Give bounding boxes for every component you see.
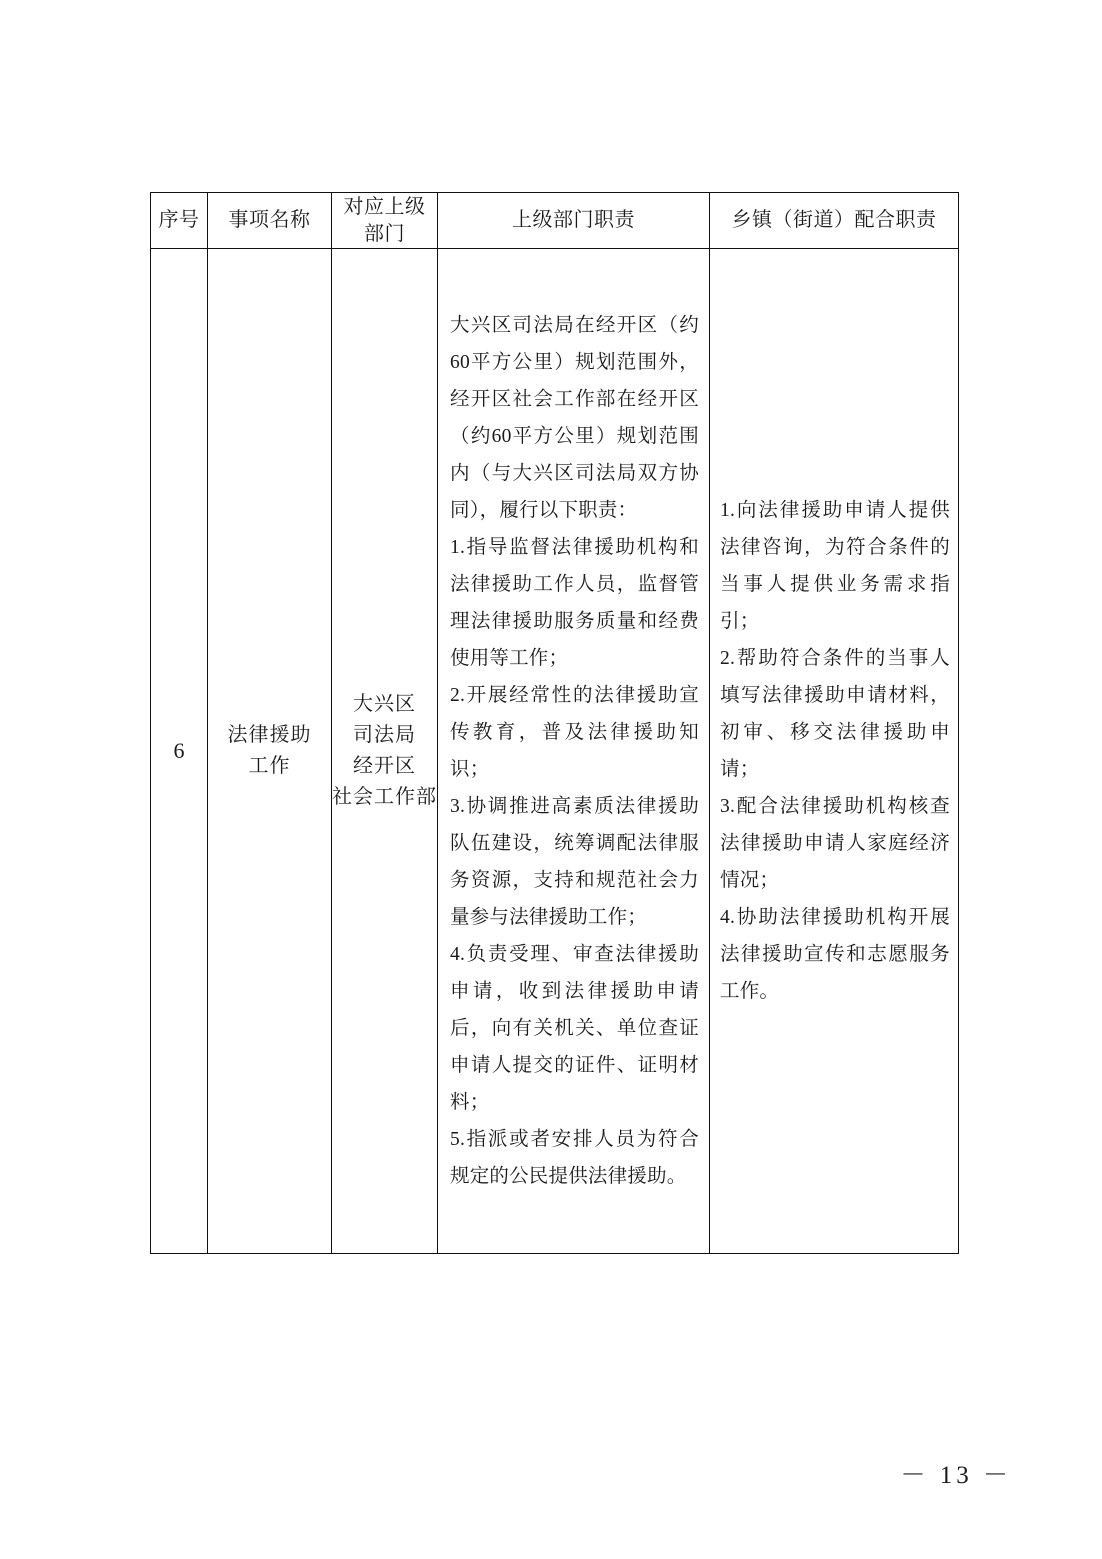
paragraph-line: 2.开展经常性的法律援助宣传教育，普及法律援助知识； xyxy=(450,685,699,780)
column-header-item-name: 事项名称 xyxy=(208,193,332,249)
cell-sequence-number: 6 xyxy=(151,249,208,1254)
column-header-upper-department-line1: 对应上级 xyxy=(343,195,426,218)
paragraph-line: 2.帮助符合条件的当事人填写法律援助申请材料，初审、移交法律援助申请； xyxy=(720,648,950,780)
column-header-upper-department-line2: 部门 xyxy=(364,222,405,245)
paragraph-line: 3.配合法律援助机构核查法律援助申请人家庭经济情况； xyxy=(720,796,950,891)
paragraph-line: 3.协调推进高素质法律援助队伍建设，统筹调配法律服务资源，支持和规范社会力量参与法律援助工作； xyxy=(450,796,699,928)
table-body xyxy=(151,249,959,1254)
upper-department-lines xyxy=(332,689,437,813)
cell-upper-department xyxy=(332,249,438,1254)
cell-town-duty xyxy=(710,249,959,1254)
paragraph-line: 1.指导监督法律援助机构和法律援助工作人员，监督管理法律援助服务质量和经费使用等工作； xyxy=(450,537,699,669)
town-duty-text xyxy=(710,492,958,1010)
cell-item-name xyxy=(208,249,332,1254)
table-header-row xyxy=(151,193,959,249)
table-header xyxy=(151,193,959,249)
column-header-upper-department xyxy=(332,193,438,249)
cell-upper-duty xyxy=(438,249,710,1254)
upper-department-line: 经开区 xyxy=(353,755,416,777)
responsibility-table xyxy=(150,192,959,1254)
paragraph-line: 4.协助法律援助机构开展法律援助宣传和志愿服务工作。 xyxy=(720,907,950,1002)
upper-department-line: 大兴区 xyxy=(353,693,416,715)
paragraph-line: 大兴区司法局在经开区（约60平方公里）规划范围外，经开区社会工作部在经开区（约60平方公里）规划范围内（与大兴区司法局双方协同），履行以下职责： xyxy=(450,315,699,521)
paragraph-line: 5.指派或者安排人员为符合规定的公民提供法律援助。 xyxy=(450,1129,699,1187)
paragraph-line: 1.向法律援助申请人提供法律咨询，为符合条件的当事人提供业务需求指引； xyxy=(720,500,950,632)
column-header-town-duty: 乡镇（街道）配合职责 xyxy=(710,193,959,249)
upper-department-line: 社会工作部 xyxy=(332,786,437,808)
paragraph-line: 4.负责受理、审查法律援助申请，收到法律援助申请后，向有关机关、单位查证申请人提交的证件、证明材料； xyxy=(450,944,699,1113)
item-name-line2: 工作 xyxy=(248,755,291,777)
upper-department-line: 司法局 xyxy=(353,724,416,746)
column-header-upper-duty: 上级部门职责 xyxy=(438,193,710,249)
page-number: － 13 － xyxy=(900,1462,1012,1489)
table-row xyxy=(151,249,959,1254)
upper-duty-text xyxy=(438,307,709,1195)
column-header-seq: 序号 xyxy=(151,193,208,249)
item-name-line1: 法律援助 xyxy=(227,724,312,746)
